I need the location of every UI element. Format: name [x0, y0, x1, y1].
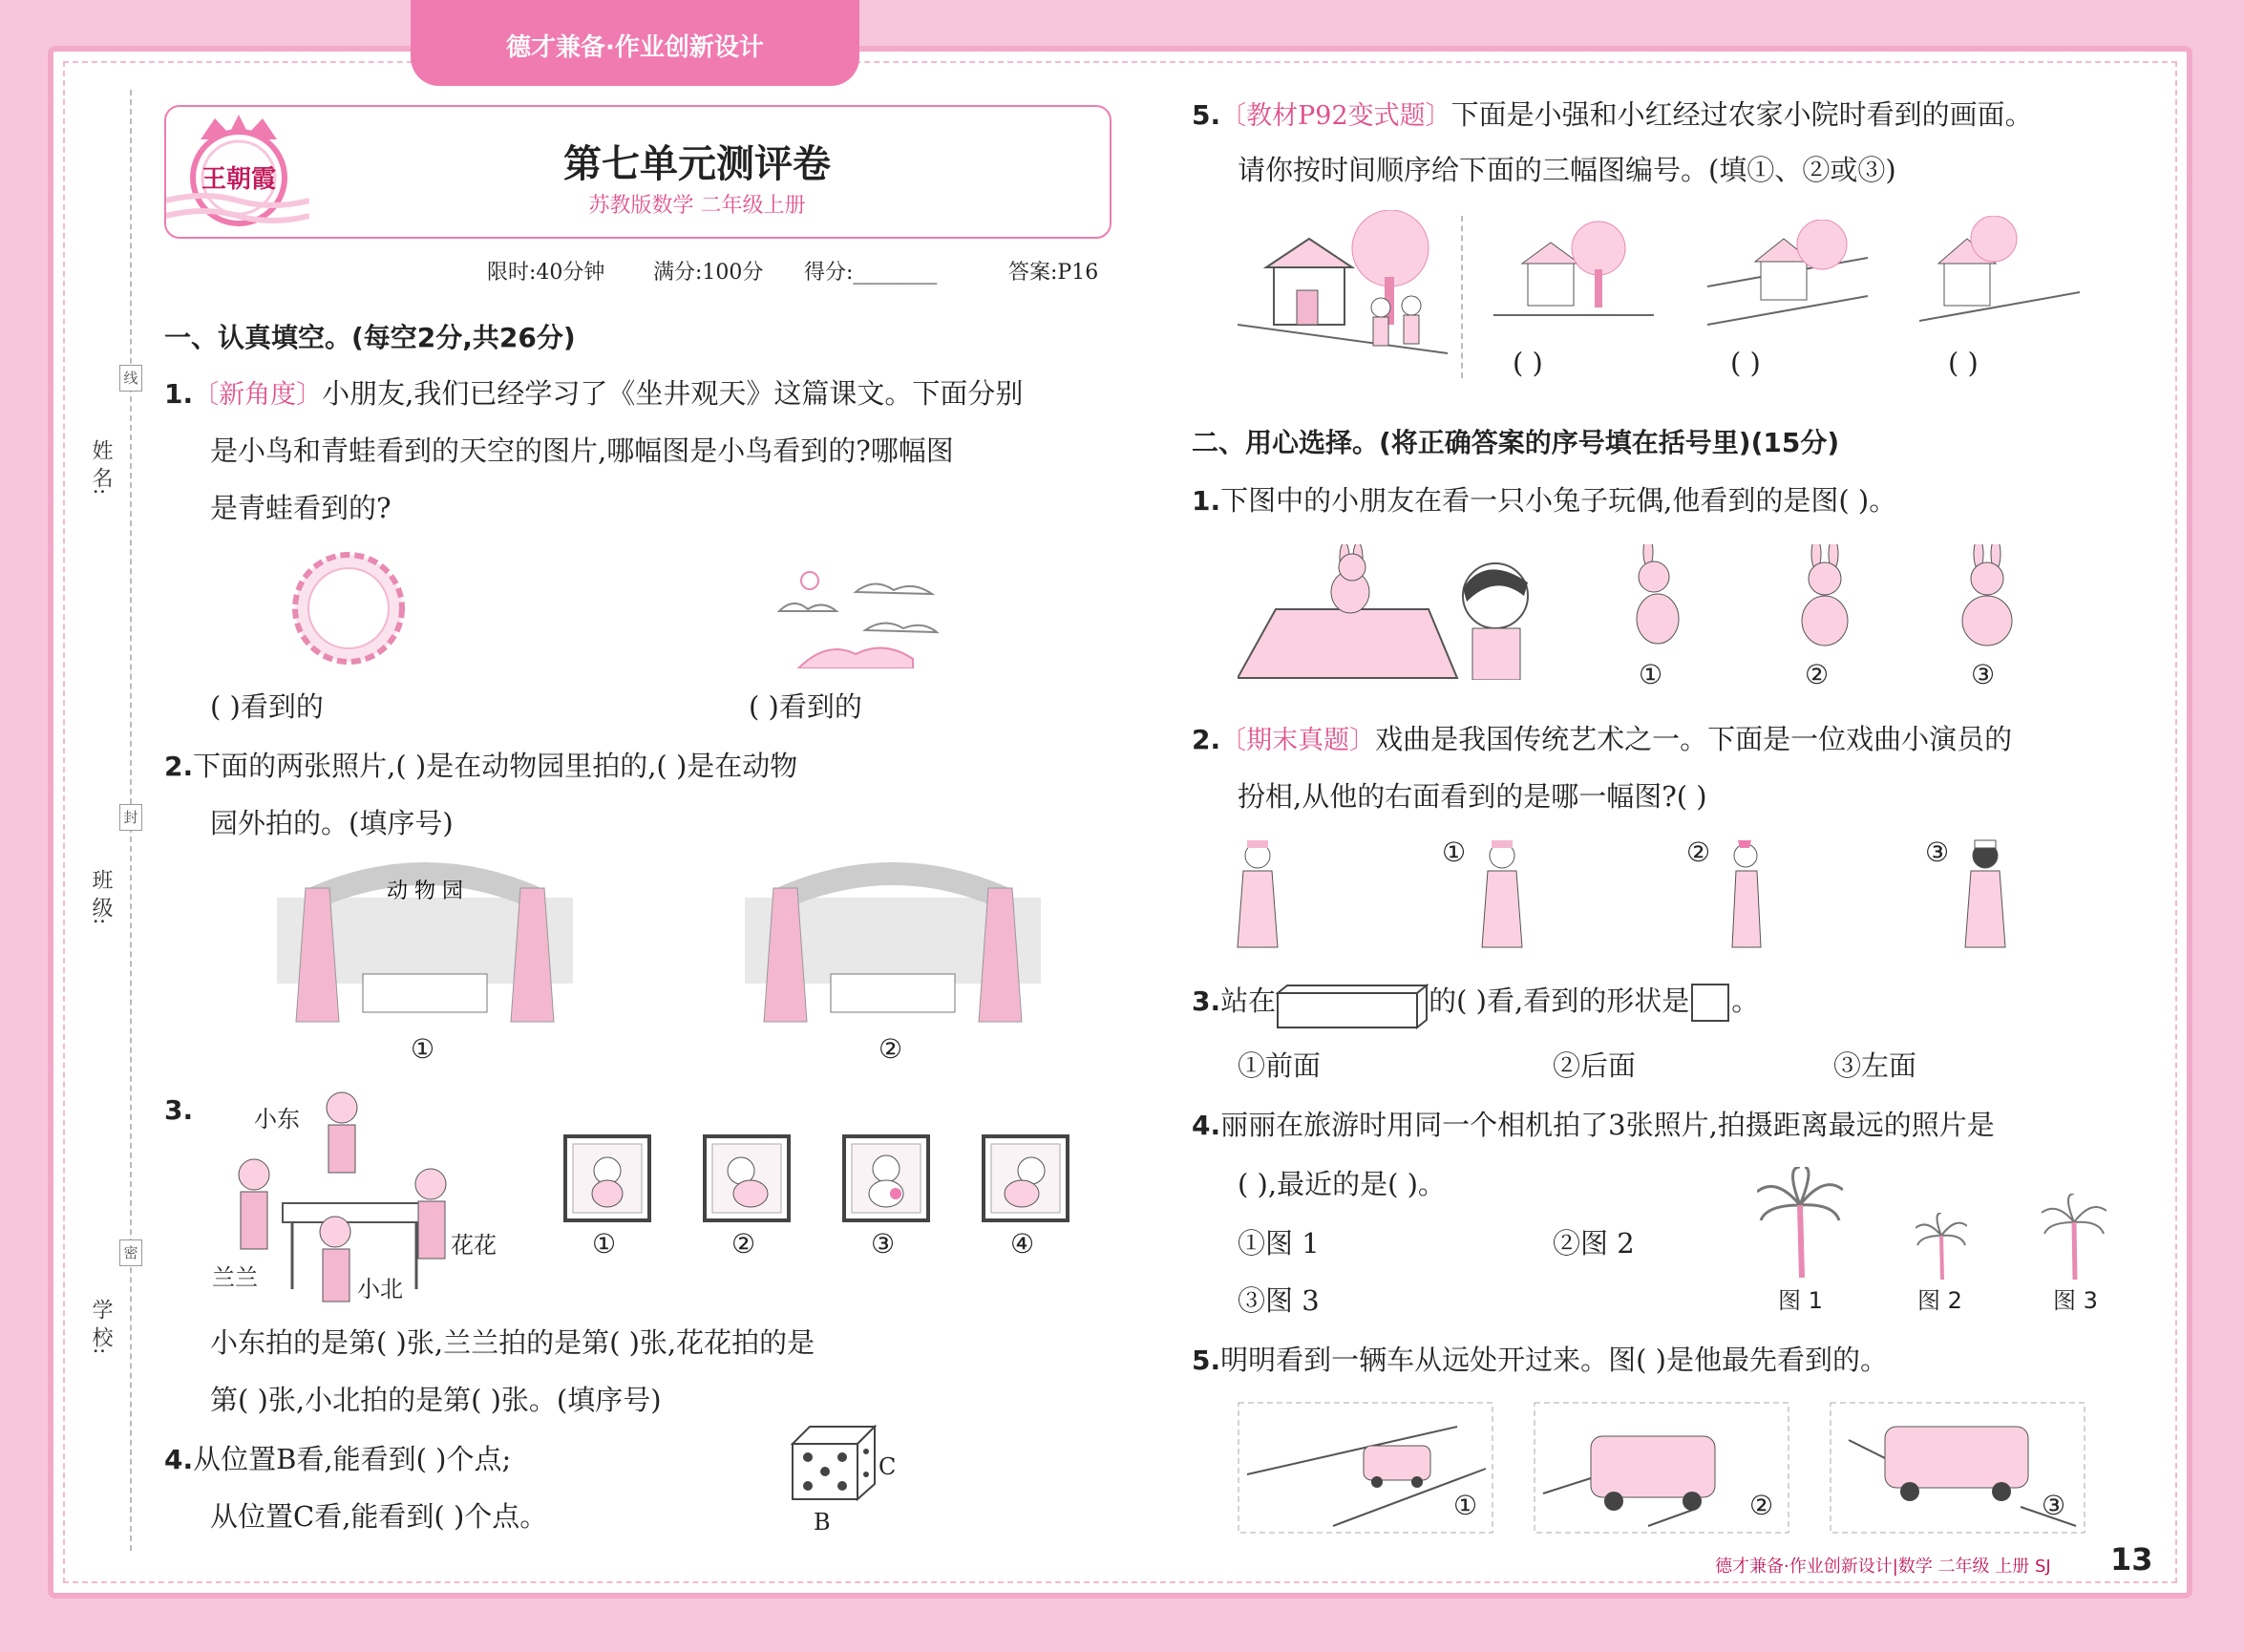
s1-q2-label-1: ①	[411, 1033, 435, 1065]
r-q5-blank-1[interactable]: ( )	[1513, 347, 1543, 379]
s1-q1-text1: 小朋友,我们已经学习了《坐井观天》这篇课文。下面分别	[322, 377, 1024, 410]
side-label-class: 班 级:	[89, 869, 113, 925]
s2-q5-num: 5.	[1192, 1345, 1221, 1376]
fig-label-3: 图 3	[2053, 1287, 2098, 1314]
r-q5-tag: 〔教材P92变式题〕	[1220, 101, 1451, 131]
s1-q4-line1	[164, 1438, 511, 1481]
s2-q5-line1	[1192, 1339, 1888, 1382]
rabbit-view-2	[1791, 544, 1858, 649]
s2-q4-line1	[1192, 1104, 1995, 1147]
label-huahua: 花花	[451, 1232, 497, 1259]
r-q5-num: 5.	[1192, 99, 1221, 131]
s1-q3-line1: 小东拍的是第( )张,兰兰拍的是第( )张,花花拍的是	[210, 1326, 815, 1359]
opera-actor-view-2	[1723, 837, 1770, 951]
s1-q3-line2: 第( )张,小北拍的是第( )张。(填序号)	[210, 1384, 662, 1416]
opera-label-1: ①	[1442, 837, 1467, 868]
cat-photo-label-4: ④	[1010, 1228, 1035, 1260]
s2-q2-tag: 〔期末真题〕	[1220, 726, 1376, 755]
section2-heading: 二、用心选择。(将正确答案的序号填在括号里)(15分)	[1192, 427, 1840, 458]
s1-q1-tag: 〔新角度〕	[193, 380, 323, 410]
cat-photo-label-2: ②	[731, 1228, 756, 1260]
cuboid-drawing	[1276, 984, 1429, 1022]
boy-looking-at-rabbit-illustration	[1238, 544, 1553, 680]
s2-q3-end: 。	[1731, 985, 1760, 1017]
s1-q1-line3: 是青蛙看到的?	[210, 492, 392, 524]
s2-q3-opt3: ③左面	[1833, 1049, 1917, 1082]
r-q5-line1	[1192, 94, 2033, 138]
zoo-gate-inside-illustration	[277, 859, 573, 1024]
fig-label-2: 图 2	[1917, 1287, 1962, 1314]
s1-q2-line2: 园外拍的。(填序号)	[210, 807, 454, 839]
s2-q4-opt3: ③图 3	[1238, 1284, 1320, 1317]
dice-illustration	[791, 1425, 877, 1501]
s1-q1-answer-blank-2[interactable]: ( )看到的	[749, 690, 862, 723]
rabbit-view-3	[1954, 544, 2021, 649]
meta-full: 满分:100分	[653, 261, 764, 285]
s2-q5-text1: 明明看到一辆车从远处开过来。图( )是他最先看到的。	[1220, 1344, 1888, 1376]
farmhouse-view-c	[1919, 216, 2080, 334]
sky-through-well-illustration	[286, 550, 411, 667]
illustration-divider	[1461, 216, 1463, 378]
farmhouse-with-children-illustration	[1238, 210, 1448, 363]
header-tab: 德才兼备·作业创新设计	[411, 0, 859, 86]
page-subtitle: 苏教版数学 二年级上册	[588, 194, 806, 218]
palm-tree-fig-1	[1757, 1167, 1843, 1280]
opera-label-3: ③	[1925, 837, 1950, 868]
rabbit-view-1	[1623, 544, 1690, 649]
cat-photo-label-1: ①	[592, 1228, 617, 1260]
palm-tree-fig-3	[2042, 1194, 2106, 1280]
meta-score: 得分:________	[804, 261, 938, 285]
s2-q1-line1	[1192, 479, 1896, 522]
farmhouse-view-b	[1707, 220, 1868, 334]
s2-q3-opt2: ②后面	[1553, 1049, 1637, 1082]
s2-q1-text1: 下图中的小朋友在看一只小兔子玩偶,他看到的是图( )。	[1220, 484, 1897, 517]
s1-q4-text1: 从位置B看,能看到( )个点;	[193, 1443, 512, 1475]
opera-actor-view-3	[1961, 837, 2009, 951]
s2-q4-opt1: ①图 1	[1238, 1227, 1320, 1260]
side-label-name: 姓 名:	[89, 439, 113, 496]
side-box-feng: 封	[119, 804, 142, 831]
cat-photo-3	[842, 1134, 930, 1222]
cat-photo-2	[703, 1134, 791, 1222]
car-label-3: ③	[2042, 1490, 2066, 1521]
s2-q2-line1	[1192, 718, 2012, 762]
open-sky-illustration	[770, 563, 942, 668]
rabbit-label-2: ②	[1805, 659, 1830, 690]
s2-q3-line1	[1192, 980, 1759, 1023]
label-xiaobei: 小北	[357, 1276, 403, 1303]
footer-text: 德才兼备·作业创新设计|数学 二年级 上册 SJ	[1715, 1557, 2051, 1577]
s2-q4-text1: 丽丽在旅游时用同一个相机拍了3张照片,拍摄距离最远的照片是	[1220, 1109, 1995, 1141]
cat-photo-1	[563, 1134, 651, 1222]
label-lanlan: 兰兰	[212, 1264, 258, 1291]
s1-q2-label-2: ②	[879, 1033, 903, 1065]
s2-q2-text1: 戏曲是我国传统艺术之一。下面是一位戏曲小演员的	[1375, 723, 2013, 755]
meta-answer: 答案:P16	[1008, 261, 1099, 285]
s2-q4-opt2: ②图 2	[1553, 1227, 1635, 1260]
cat-photo-4	[982, 1134, 1069, 1222]
s1-q4-num: 4.	[164, 1444, 194, 1475]
r-q5-text1: 下面是小强和小红经过农家小院时看到的画面。	[1450, 98, 2033, 131]
page-number: 13	[2110, 1541, 2153, 1578]
cat-photo-label-3: ③	[871, 1228, 896, 1260]
side-box-xian: 线	[119, 365, 142, 392]
s1-q2-line1	[164, 745, 797, 788]
dice-label-b: B	[814, 1509, 831, 1536]
s2-q2-line2: 扮相,从他的右面看到的是哪一幅图?( )	[1238, 780, 1707, 813]
label-xiaodong: 小东	[254, 1106, 300, 1133]
s1-q3-num: 3.	[164, 1094, 194, 1126]
side-box-mi: 密	[119, 1239, 142, 1266]
car-label-2: ②	[1749, 1490, 1774, 1521]
r-q5-line2: 请你按时间顺序给下面的三幅图编号。(填①、②或③)	[1238, 154, 1896, 186]
svg-text:王朝霞: 王朝霞	[201, 165, 277, 194]
s1-q2-num: 2.	[164, 751, 194, 782]
farmhouse-view-a	[1493, 220, 1654, 334]
section1-heading: 一、认真填空。(每空2分,共26分)	[164, 322, 576, 353]
logo-wave-decor	[166, 191, 309, 233]
s1-q2-text1: 下面的两张照片,( )是在动物园里拍的,( )是在动物	[193, 750, 798, 782]
s1-q1-line1	[164, 372, 1023, 416]
s2-q3-mid: 的( )看,看到的形状是	[1429, 985, 1690, 1017]
s2-q2-num: 2.	[1192, 724, 1221, 755]
rabbit-label-1: ①	[1639, 659, 1663, 690]
s2-q3-opt1: ①前面	[1238, 1049, 1322, 1082]
s2-q1-num: 1.	[1192, 485, 1221, 517]
zoo-gate-outside-illustration	[745, 859, 1041, 1024]
meta-time: 限时:40分钟	[487, 261, 605, 285]
dice-label-c: C	[879, 1453, 897, 1480]
fig-label-1: 图 1	[1778, 1287, 1823, 1314]
s1-q1-line2: 是小鸟和青蛙看到的天空的图片,哪幅图是小鸟看到的?哪幅图	[210, 434, 954, 467]
s1-q1-num: 1.	[164, 378, 194, 410]
s2-q3-pre: 站在	[1220, 985, 1277, 1017]
s1-q1-answer-blank-1[interactable]: ( )看到的	[210, 690, 324, 723]
car-label-1: ①	[1453, 1490, 1478, 1521]
rabbit-label-3: ③	[1971, 659, 1996, 690]
s2-q3-num: 3.	[1192, 985, 1221, 1017]
s1-q4-line2: 从位置C看,能看到( )个点。	[210, 1500, 548, 1533]
opera-actor-view-1	[1478, 837, 1526, 951]
zoo-sign-text: 动 物 园	[387, 879, 463, 903]
s2-q4-line2: ( ),最近的是( )。	[1238, 1168, 1446, 1200]
opera-actor-front	[1234, 837, 1281, 951]
palm-tree-fig-2	[1916, 1213, 1967, 1280]
s2-q4-num: 4.	[1192, 1110, 1221, 1141]
answer-square[interactable]	[1691, 984, 1729, 1022]
page-title: 第七单元测评卷	[563, 142, 831, 186]
opera-label-2: ②	[1686, 837, 1711, 868]
r-q5-blank-2[interactable]: ( )	[1730, 347, 1761, 379]
r-q5-blank-3[interactable]: ( )	[1948, 347, 1979, 379]
side-label-school: 学 校:	[89, 1299, 113, 1355]
